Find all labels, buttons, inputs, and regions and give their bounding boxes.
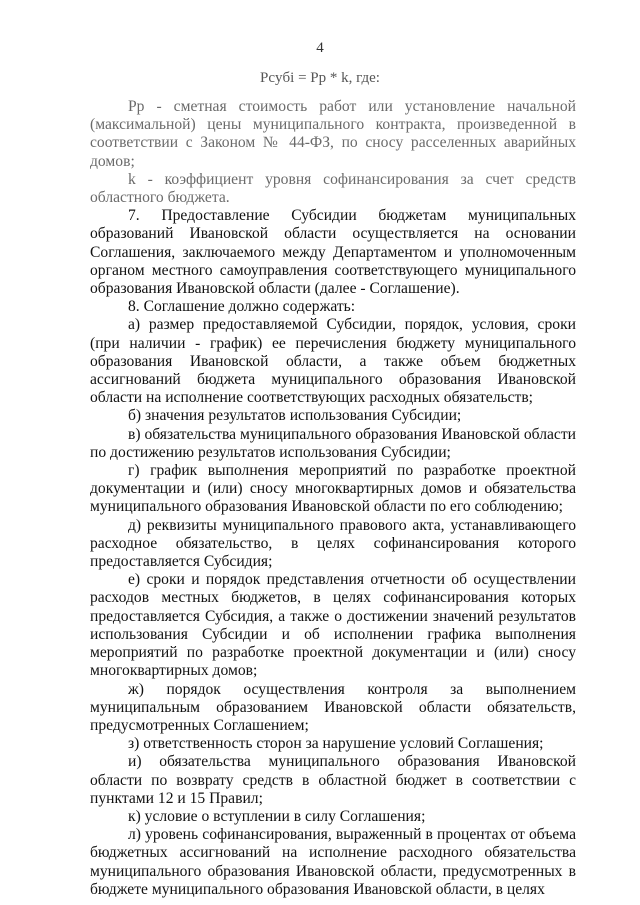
paragraph-subitem-z: з) ответственность сторон за нарушение условий Соглашения; xyxy=(128,735,544,753)
paragraph-pp-definition: Pp - сметная стоимость работ или установление начальной (максимальной) цены муниципального контракта, произведенной в соответствии с Законом № 44-ФЗ, по сносу расселенных аварийных домов; xyxy=(90,98,576,170)
paragraph-k-definition: k - коэффициент уровня софинансирования за счет средств областного бюджета. xyxy=(90,170,576,207)
paragraph-item-8: 8. Соглашение должно содержать: xyxy=(128,298,356,316)
paragraph-subitem-g: г) график выполнения мероприятий по разработке проектной документации и (или) сносу многоквартирных домов и обязательства муниципального образования Ивановской области по его соблюдению; xyxy=(90,462,576,516)
paragraph-subitem-e: е) сроки и порядок представления отчетности об осуществлении расходов местных бюджетов, в целях софинансирования которых предоставляется Субсидия, а также о достижении значений результатов использования Субсидии и об исполнении графика выполнения мероприятий по разработке проектной документации и (или) сносу многоквартирных домов; xyxy=(90,571,576,680)
paragraph-subitem-i: и) обязательства муниципального образования Ивановской области по возврату средств в областной бюджет в соответствии с пунктами 12 и 15 Правил; xyxy=(90,753,576,807)
paragraph-subitem-l: л) уровень софинансирования, выраженный в процентах от объема бюджетных ассигнований на исполнение расходного обязательства муниципального образования Ивановской области, предусмотренных в бюджете муниципального образования Ивановской области, в целях xyxy=(90,826,576,898)
paragraph-subitem-v: в) обязательства муниципального образования Ивановской области по достижению результатов использования Субсидии; xyxy=(90,425,576,461)
paragraph-item-7: 7. Предоставление Субсидии бюджетам муниципальных образований Ивановской области осуществляется на основании Соглашения, заключаемого между Департаментом и уполномоченным органом местного самоуправления соответствующего муниципального образования Ивановской области (далее - Соглашение). xyxy=(90,207,576,298)
paragraph-subitem-k: к) условие о вступлении в силу Соглашения; xyxy=(128,807,426,825)
paragraph-subitem-a: а) размер предоставляемой Субсидии, порядок, условия, сроки (при наличии - график) ее перечисления бюджету муниципального образования Ивановской области, а также объем бюджетных ассигнований бюджета муниципального образования Ивановской области на исполнение соответствующих расходных обязательств; xyxy=(90,316,576,407)
document-body xyxy=(90,98,576,899)
paragraph-subitem-zh: ж) порядок осуществления контроля за выполнением муниципальным образованием Ивановской области обязательств, предусмотренных Соглашением; xyxy=(90,680,576,734)
paragraph-subitem-b: б) значения результатов использования Субсидии; xyxy=(128,407,462,425)
paragraph-subitem-d: д) реквизиты муниципального правового акта, устанавливающего расходное обязательство, в целях софинансирования которого предоставляется Субсидия; xyxy=(90,516,576,571)
formula-line: Pcyбi = Pp * k, где: xyxy=(260,70,380,86)
page-number: 4 xyxy=(316,40,324,56)
